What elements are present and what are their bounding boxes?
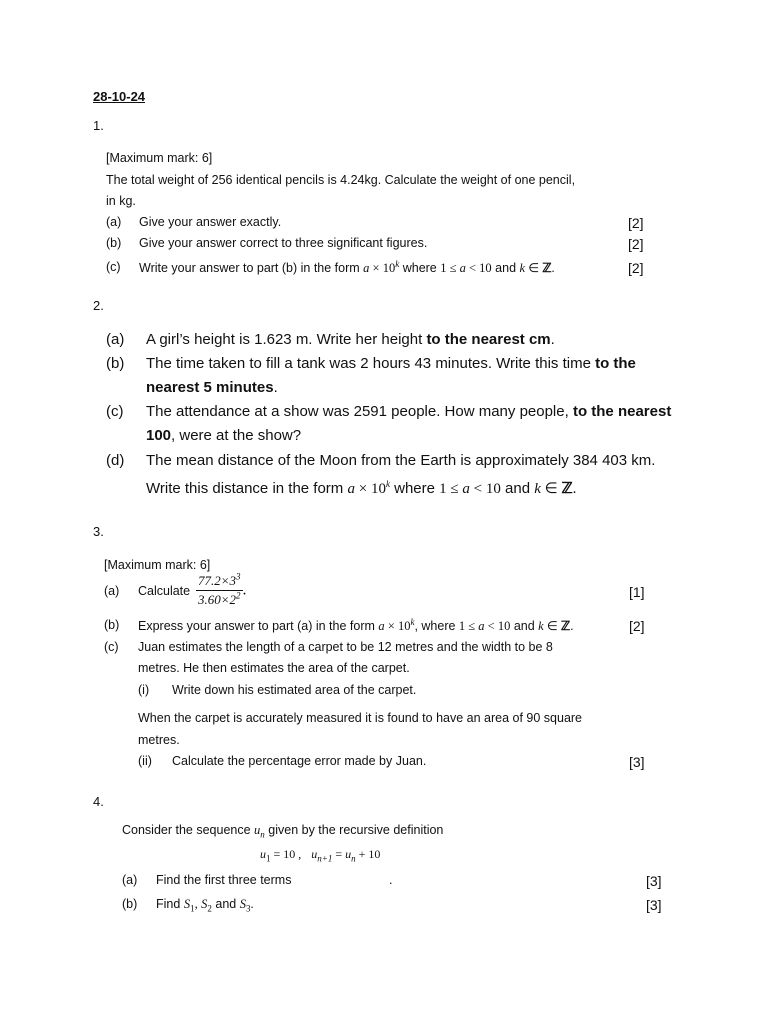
question-2-number: 2.: [93, 298, 104, 313]
question-4-number: 4.: [93, 794, 104, 809]
q2-b-line1: The time taken to fill a tank was 2 hours 43 minutes. Write this time to the: [146, 355, 636, 372]
q3-b-label: (b): [104, 618, 120, 632]
q1-b-text: Give your answer correct to three significant figures.: [139, 236, 428, 250]
q1-c-line: Write your answer to part (b) in the form $a \times 10^k$ where 1 ≤ a < 10 and k ∈ ℤ.: [139, 258, 555, 275]
q2-d-line1: The mean distance of the Moon from the Earth is approximately 384 403 km.: [146, 452, 656, 469]
q1-c-math-form: a: [363, 261, 370, 275]
q2-a-label: (a): [106, 331, 125, 348]
q1-a-mark: [2]: [628, 215, 644, 231]
q3-a-mark: [1]: [629, 584, 645, 600]
q3-c-label: (c): [104, 640, 119, 654]
q4-b-line: Find $S_1$, $S_2$ and $S_3$.: [156, 897, 254, 914]
q2-b-line2: nearest 5 minutes.: [146, 379, 278, 396]
q3-cii-text: Calculate the percentage error made by Juan.: [172, 754, 427, 768]
q3-cii-mark: [3]: [629, 754, 645, 770]
q4-a-mark: [3]: [646, 873, 662, 889]
q2-d-line2: Write this distance in the form $a \times 10^k$ where 1 ≤ a < 10 and k ∈ ℤ.: [146, 479, 577, 497]
q3-max-mark: [Maximum mark: 6]: [104, 558, 211, 572]
question-3-number: 3.: [93, 524, 104, 539]
q3-cii-label: (ii): [138, 754, 152, 768]
q1-a-label: (a): [106, 215, 122, 229]
q4-intro-line: Consider the sequence $u_n$ given by the recursive definition: [122, 823, 444, 840]
q3-c-line2: metres. He then estimates the area of the carpet.: [138, 661, 410, 675]
q3-ci-label: (i): [138, 683, 150, 697]
q3-a-label: (a): [104, 584, 120, 598]
q3-b-line: Express your answer to part (a) in the form $a \times 10^k$, where 1 ≤ a < 10 and k ∈ ℤ.: [138, 616, 574, 633]
q4-a-label: (a): [122, 873, 138, 887]
q1-b-mark: [2]: [628, 236, 644, 252]
q3-mid-line1: When the carpet is accurately measured it is found to have an area of 90 square: [138, 711, 583, 725]
q4-recursive-definition: $u_1 = 10$ , $u_{n+1} = u_n + 10$: [260, 847, 381, 864]
q3-a-text: Calculate: [138, 584, 191, 598]
q2-c-line1: The attendance at a show was 2591 people. How many people, to the nearest: [146, 403, 672, 420]
q1-c-label: (c): [106, 260, 121, 274]
q4-a-dot: .: [389, 873, 393, 887]
q1-c-text: Write your answer to part (b) in the form: [139, 261, 360, 275]
q1-c-mark: [2]: [628, 260, 644, 276]
q1-b-label: (b): [106, 236, 122, 250]
q2-d-label: (d): [106, 452, 125, 469]
q4-b-mark: [3]: [646, 897, 662, 913]
document-date: 28-10-24: [93, 89, 146, 104]
q3-mid-line2: metres.: [138, 733, 180, 747]
q3-ci-text: Write down his estimated area of the carpet.: [172, 683, 417, 697]
q3-a-fraction: $\frac{77.2\times 3^3}{3.60\times 2^2}$ .: [198, 571, 247, 607]
q1-max-mark: [Maximum mark: 6]: [106, 151, 213, 165]
q2-a-line: A girl’s height is 1.623 m. Write her height to the nearest cm.: [146, 331, 555, 348]
q4-a-text: Find the first three terms: [156, 873, 292, 887]
q2-c-label: (c): [106, 403, 124, 420]
q1-intro-line1: The total weight of 256 identical pencils is 4.24kg. Calculate the weight of one pencil,: [106, 173, 576, 187]
q1-a-text: Give your answer exactly.: [139, 215, 282, 229]
question-1-number: 1.: [93, 118, 104, 133]
q1-intro-line2: in kg.: [106, 194, 136, 208]
q3-b-mark: [2]: [629, 618, 645, 634]
q4-b-label: (b): [122, 897, 138, 911]
q3-c-line1: Juan estimates the length of a carpet to be 12 metres and the width to be 8: [138, 640, 553, 654]
q2-c-line2: 100, were at the show?: [146, 427, 302, 444]
q2-b-label: (b): [106, 355, 125, 372]
